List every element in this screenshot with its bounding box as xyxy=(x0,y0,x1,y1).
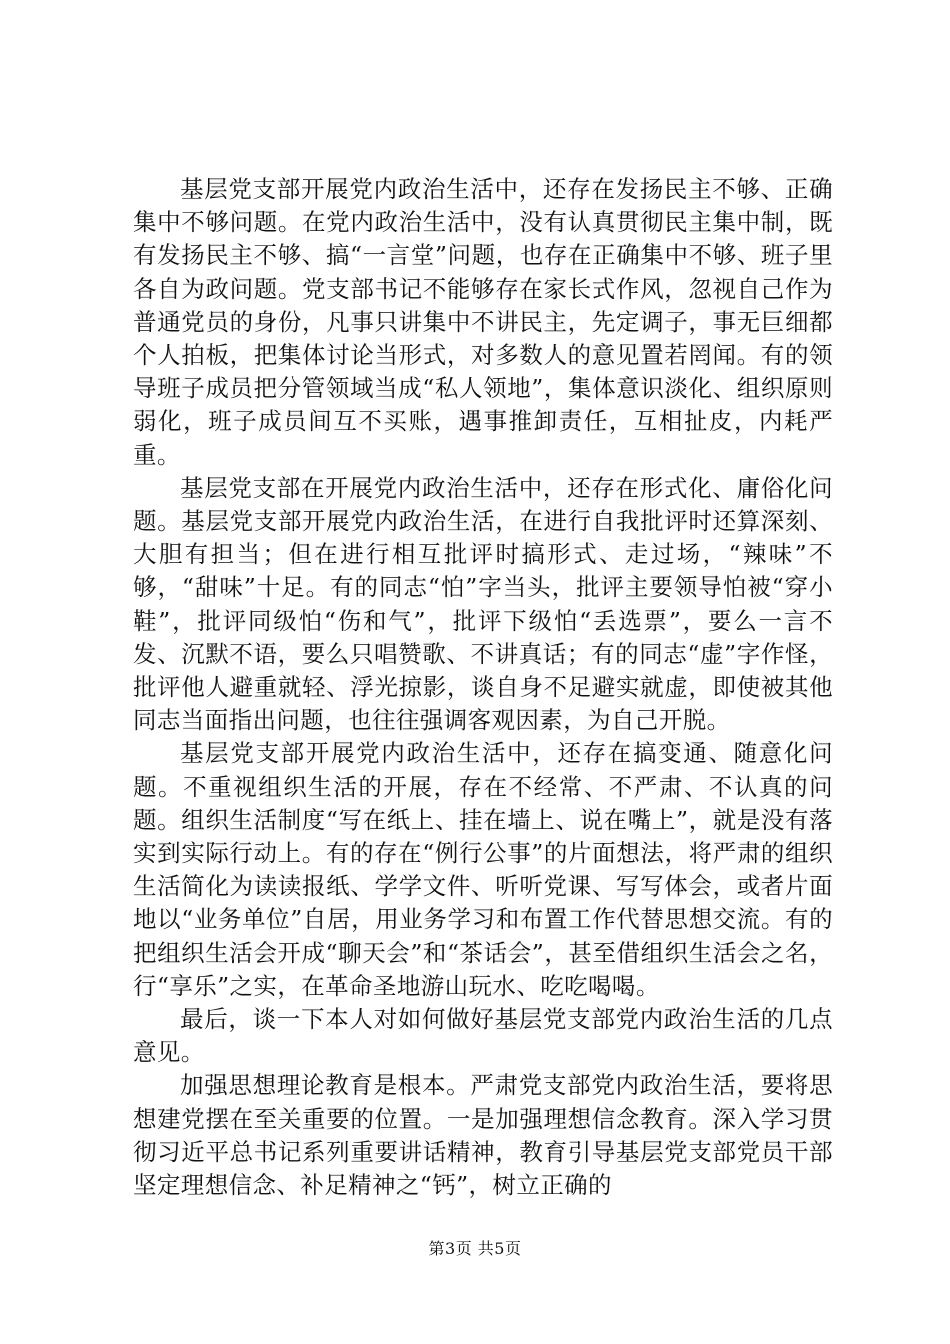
paragraph-opinions-intro: 最后，谈一下本人对如何做好基层党支部党内政治生活的几点意见。 xyxy=(133,1005,833,1067)
paragraph-arbitrariness: 基层党支部开展党内政治生活中，还存在搞变通、随意化问题。不重视组织生活的开展，存在不经常、不严肃、不认真的问题。组织生活制度“写在纸上、挂在墙上、说在嘴上”，就是没有落实到实际行动上。有的存在“例行公事”的片面想法，将严肃的组织生活简化为读读报纸、学学文件、听听党课、写写体会，或者片面地以“业务单位”自居，用业务学习和布置工作代替思想交流。有的把组织生活会开成“聊天会”和“茶话会”，甚至借组织生活会之名，行“享乐”之实，在革命圣地游山玩水、吃吃喝喝。 xyxy=(133,739,833,1000)
paragraph-formalism: 基层党支部在开展党内政治生活中，还存在形式化、庸俗化问题。基层党支部开展党内政治生活，在进行自我批评时还算深刻、大胆有担当；但在进行相互批评时搞形式、走过场，“辣味”不够，“甜味”十足。有的同志“怕”字当头，批评主要领导怕被“穿小鞋”，批评同级怕“伤和气”，批评下级怕“丢选票”，要么一言不发、沉默不语，要么只唱赞歌、不讲真话；有的同志“虚”字作怪，批评他人避重就轻、浮光掠影，谈自身不足避实就虚，即使被其他同志当面指出问题，也往往强调客观因素，为自己开脱。 xyxy=(133,473,833,735)
page-footer: 第3页 共5页 xyxy=(428,1239,522,1258)
document-body xyxy=(133,173,833,1202)
paragraph-theory-education: 加强思想理论教育是根本。严肃党支部党内政治生活，要将思想建党摆在至关重要的位置。一是加强理想信念教育。深入学习贯彻习近平总书记系列重要讲话精神，教育引导基层党支部党员干部坚定理想信念、补足精神之“钙”，树立正确的 xyxy=(133,1071,833,1200)
paragraph-democracy: 基层党支部开展党内政治生活中，还存在发扬民主不够、正确集中不够问题。在党内政治生活中，没有认真贯彻民主集中制，既有发扬民主不够、搞“一言堂”问题，也存在正确集中不够、班子里各自为政问题。党支部书记不能够存在家长式作风，忽视自己作为普通党员的身份，凡事只讲集中不讲民主，先定调子，事无巨细都个人拍板，把集体讨论当形式，对多数人的意见置若罔闻。有的领导班子成员把分管领域当成“私人领地”，集体意识淡化、组织原则弱化，班子成员间互不买账，遇事推卸责任，互相扯皮，内耗严重。 xyxy=(133,175,833,469)
